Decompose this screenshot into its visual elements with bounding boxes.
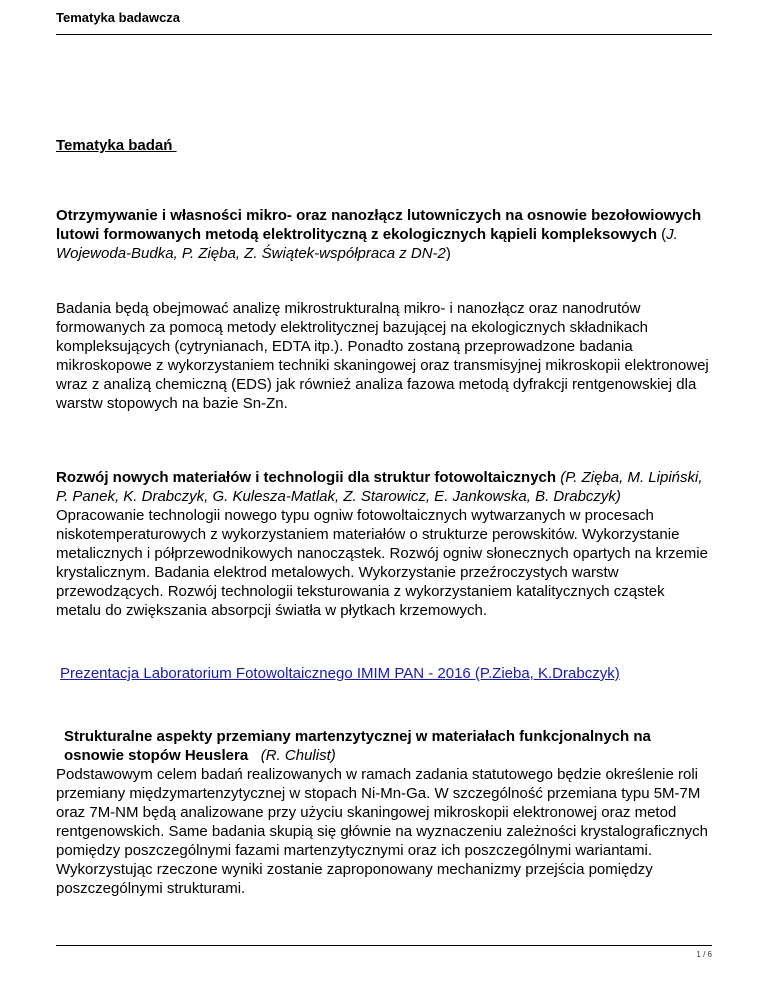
page-title [56,136,712,156]
presentation-link-paragraph [56,664,712,683]
page-number: 1 / 6 [696,950,712,959]
section-authors: (R. Chulist) [260,747,336,764]
section-authors: (P. Zięba, M. Lipiński, P. Panek, K. Drabczyk, G. Kulesza-Matlak, Z. Starowicz, E. Jankowska, B. Drabczyk) [56,469,703,505]
section-body: Opracowanie technologii nowego typu ogniw fotowoltaicznych wytwarzanych w procesach niskotemperaturowych z wykorzystaniem materiałów o strukturze perowskitów. Wykorzystanie metalicznych i półprzewodnikowych nanocząstek. Rozwój ogniw słonecznych opartych na krzemie krystalicznym. Badania elektrod metalowych. Wykorzystanie przeźroczystych warstw przewodzących. Rozwój technologii teksturowania z wykorzystaniem katalitycznych cząstek metalu do zwiększania absorpcji światła w płytkach krzemowych. [56,507,708,619]
section-heading [56,206,712,263]
section-authors: J. Wojewoda-Budka, P. Zięba, Z. Świątek-współpraca z DN-2 [56,226,678,262]
section-heading [56,468,712,506]
section-title: Strukturalne aspekty przemiany martenzytycznej w materiałach funkcjonalnych na osnowie stopów Heuslera [64,728,651,764]
section-body: Badania będą obejmować analizę mikrostrukturalną mikro- i nanozłącz oraz nanodrutów formowanych za pomocą metody elektrolitycznej bazującej na ekologicznych składnikach kompleksujących (cytrynianach, EDTA itp.). Ponadto zostaną przeprowadzone badania mikroskopowe z wykorzystaniem techniki skaningowej oraz transmisyjnej mikroskopii elektronowej wraz z analizą chemiczną (EDS) jak również analiza fazowa metodą dyfrakcji rentgenowskiej dla warstw stopowych na bazie Sn-Zn. [56,300,709,412]
section-body: Podstawowym celem badań realizowanych w ramach zadania statutowego będzie określenie roli przemiany międzymartenzytycznej w stopach Ni-Mn-Ga. W szczególność przemiana typu 5M-7M oraz 7M-NM będą analizowane przy użyciu skaningowej mikroskopii elektronowej oraz metod rentgenowskich. Same badania skupią się głównie na wyznaczeniu zależności krystalograficznych pomiędzy poszczególnymi fazami martenzytycznymi oraz ich poszczególnymi wariantami. Wykorzystując rzeczone wyniki zostanie zaproponowany mechanizmy przejścia pomiędzy poszczególnymi strukturami. [56,766,709,897]
header-divider [56,34,712,35]
document-header-title: Tematyka badawcza [56,10,181,25]
presentation-link[interactable]: Prezentacja Laboratorium Fotowoltaicznego IMIM PAN - 2016 (P.Zieba, K.Drabczyk) [60,665,620,682]
footer-divider [56,945,712,946]
section-soldering [56,206,712,413]
authors-close-paren: ) [445,245,451,262]
page-title-text: Tematyka badań [56,137,173,154]
section-heusler [56,727,712,898]
section-title: Rozwój nowych materiałów i technologii dla struktur fotowoltaicznych [56,469,557,486]
section-title: Otrzymywanie i własności mikro- oraz nanozłącz lutowniczych na osnowie bezołowiowych lutowi formowanych metodą elektrolityczną z ekologicznych kąpieli kompleksowych [56,207,702,243]
section-heading [56,727,712,765]
section-photovoltaics [56,468,712,620]
main-content [56,136,712,898]
authors-open-paren: ( [657,226,667,243]
